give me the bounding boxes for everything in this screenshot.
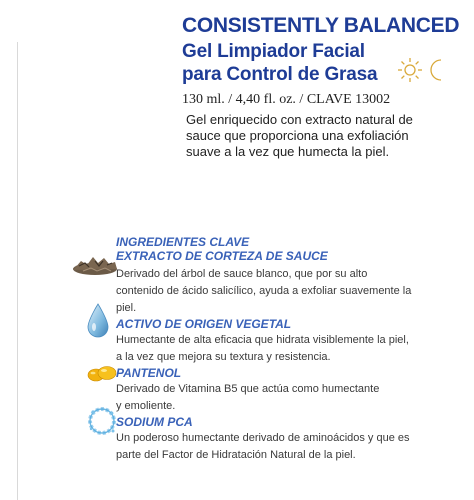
softgel-capsules-icon bbox=[87, 365, 117, 382]
divider-line bbox=[17, 42, 18, 500]
product-line-title: CONSISTENTLY BALANCED bbox=[182, 14, 460, 37]
key-ingredients-heading: INGREDIENTES CLAVE bbox=[116, 235, 250, 249]
ingredient-name: ACTIVO DE ORIGEN VEGETAL bbox=[116, 317, 292, 331]
ingredient-description: Derivado del árbol de sauce blanco, que por su alto contenido de ácido salicílico, ayuda a exfoliar suavemente la piel. bbox=[116, 268, 412, 314]
product-name-line1: Gel Limpiador Facial bbox=[182, 41, 365, 62]
water-ring-icon bbox=[86, 404, 118, 438]
ingredient-name: EXTRACTO DE CORTEZA DE SAUCE bbox=[116, 249, 328, 263]
water-drop-icon bbox=[86, 303, 110, 339]
ingredient-description: Humectante de alta eficacia que hidrata visiblemente la piel, a la vez que mejora su textura y resistencia. bbox=[116, 334, 409, 363]
ingredient-description: Derivado de Vitamina B5 que actúa como humectante y emoliente. bbox=[116, 383, 380, 412]
moon-icon bbox=[431, 60, 441, 80]
ingredient-name: PANTENOL bbox=[116, 366, 182, 380]
willow-bark-icon bbox=[71, 249, 119, 277]
day-night-icon bbox=[397, 57, 453, 83]
sun-icon bbox=[398, 58, 422, 82]
ingredient-description: Un poderoso humectante derivado de aminoácidos y que es parte del Factor de Hidratación Natural de la piel. bbox=[116, 432, 410, 461]
product-description: Gel enriquecido con extracto natural de sauce que proporciona una exfoliación suave a la vez que humecta la piel. bbox=[186, 112, 413, 159]
product-size: 130 ml. / 4,40 fl. oz. / CLAVE 13002 bbox=[182, 92, 391, 107]
product-name-line2: para Control de Grasa bbox=[182, 64, 378, 85]
ingredient-name: SODIUM PCA bbox=[116, 415, 193, 429]
